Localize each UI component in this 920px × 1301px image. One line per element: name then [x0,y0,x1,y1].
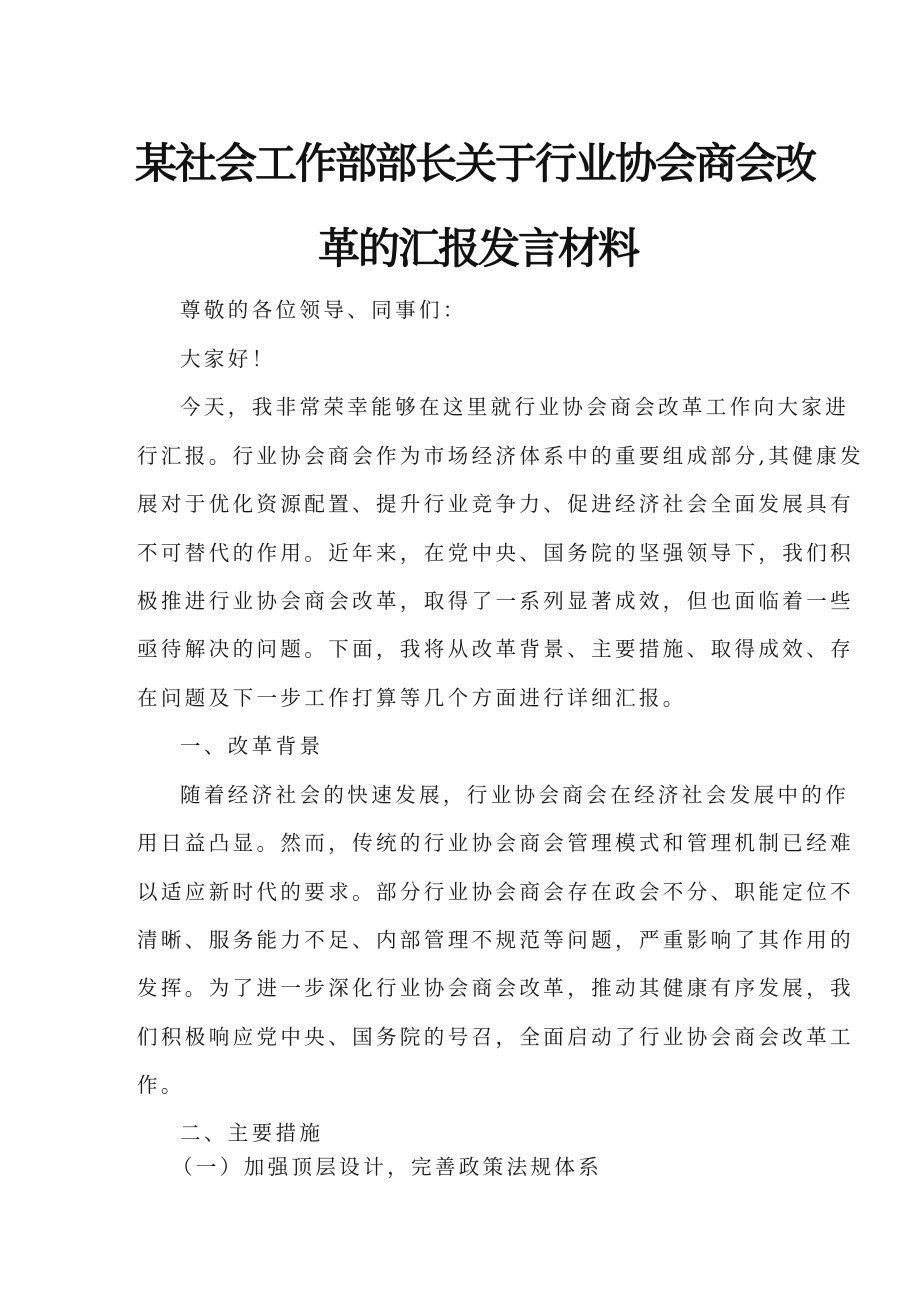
intro-paragraph-line: 今天，我非常荣幸能够在这里就行业协会商会改革工作向大家进 [180,395,850,419]
document-title-line-2: 革的汇报发言材料 [318,224,639,273]
section1-paragraph-line: 们积极响应党中央、国务院的号召，全面启动了行业协会商会改革工 [137,1025,854,1049]
salutation: 尊敬的各位领导、同事们： [180,298,467,322]
intro-paragraph-line: 行汇报。行业协会商会作为市场经济体系中的重要组成部分,其健康发 [137,444,864,468]
greeting: 大家好！ [180,347,276,371]
section1-paragraph-line: 以适应新时代的要求。部分行业协会商会存在政会不分、职能定位不 [137,880,854,904]
section-heading: 一、改革背景 [180,734,324,758]
document-title-line-1: 某社会工作部部长关于行业协会商会改 [135,139,816,188]
section1-paragraph-line: 发挥。为了进一步深化行业协会商会改革，推动其健康有序发展，我 [137,976,854,1000]
intro-paragraph-line: 展对于优化资源配置、提升行业竞争力、促进经济社会全面发展具有 [137,492,854,516]
subsection-heading: （一）加强顶层设计，完善政策法规体系 [172,1155,603,1179]
section1-paragraph-line: 随着经济社会的快速发展，行业协会商会在经济社会发展中的作 [180,783,850,807]
section1-paragraph-line: 作。 [137,1073,185,1097]
intro-paragraph-line: 在问题及下一步工作打算等几个方面进行详细汇报。 [137,686,687,710]
intro-paragraph-line: 极推进行业协会商会改革，取得了一系列显著成效，但也面临着一些 [137,589,854,613]
section-heading: 二、主要措施 [180,1121,324,1145]
section1-paragraph-line: 用日益凸显。然而，传统的行业协会商会管理模式和管理机制已经难 [137,831,854,855]
section1-paragraph-line: 清晰、服务能力不足、内部管理不规范等问题，严重影响了其作用的 [137,928,854,952]
intro-paragraph-line: 不可替代的作用。近年来，在党中央、国务院的坚强领导下，我们积 [137,541,854,565]
intro-paragraph-line: 亟待解决的问题。下面，我将从改革背景、主要措施、取得成效、存 [137,637,854,661]
